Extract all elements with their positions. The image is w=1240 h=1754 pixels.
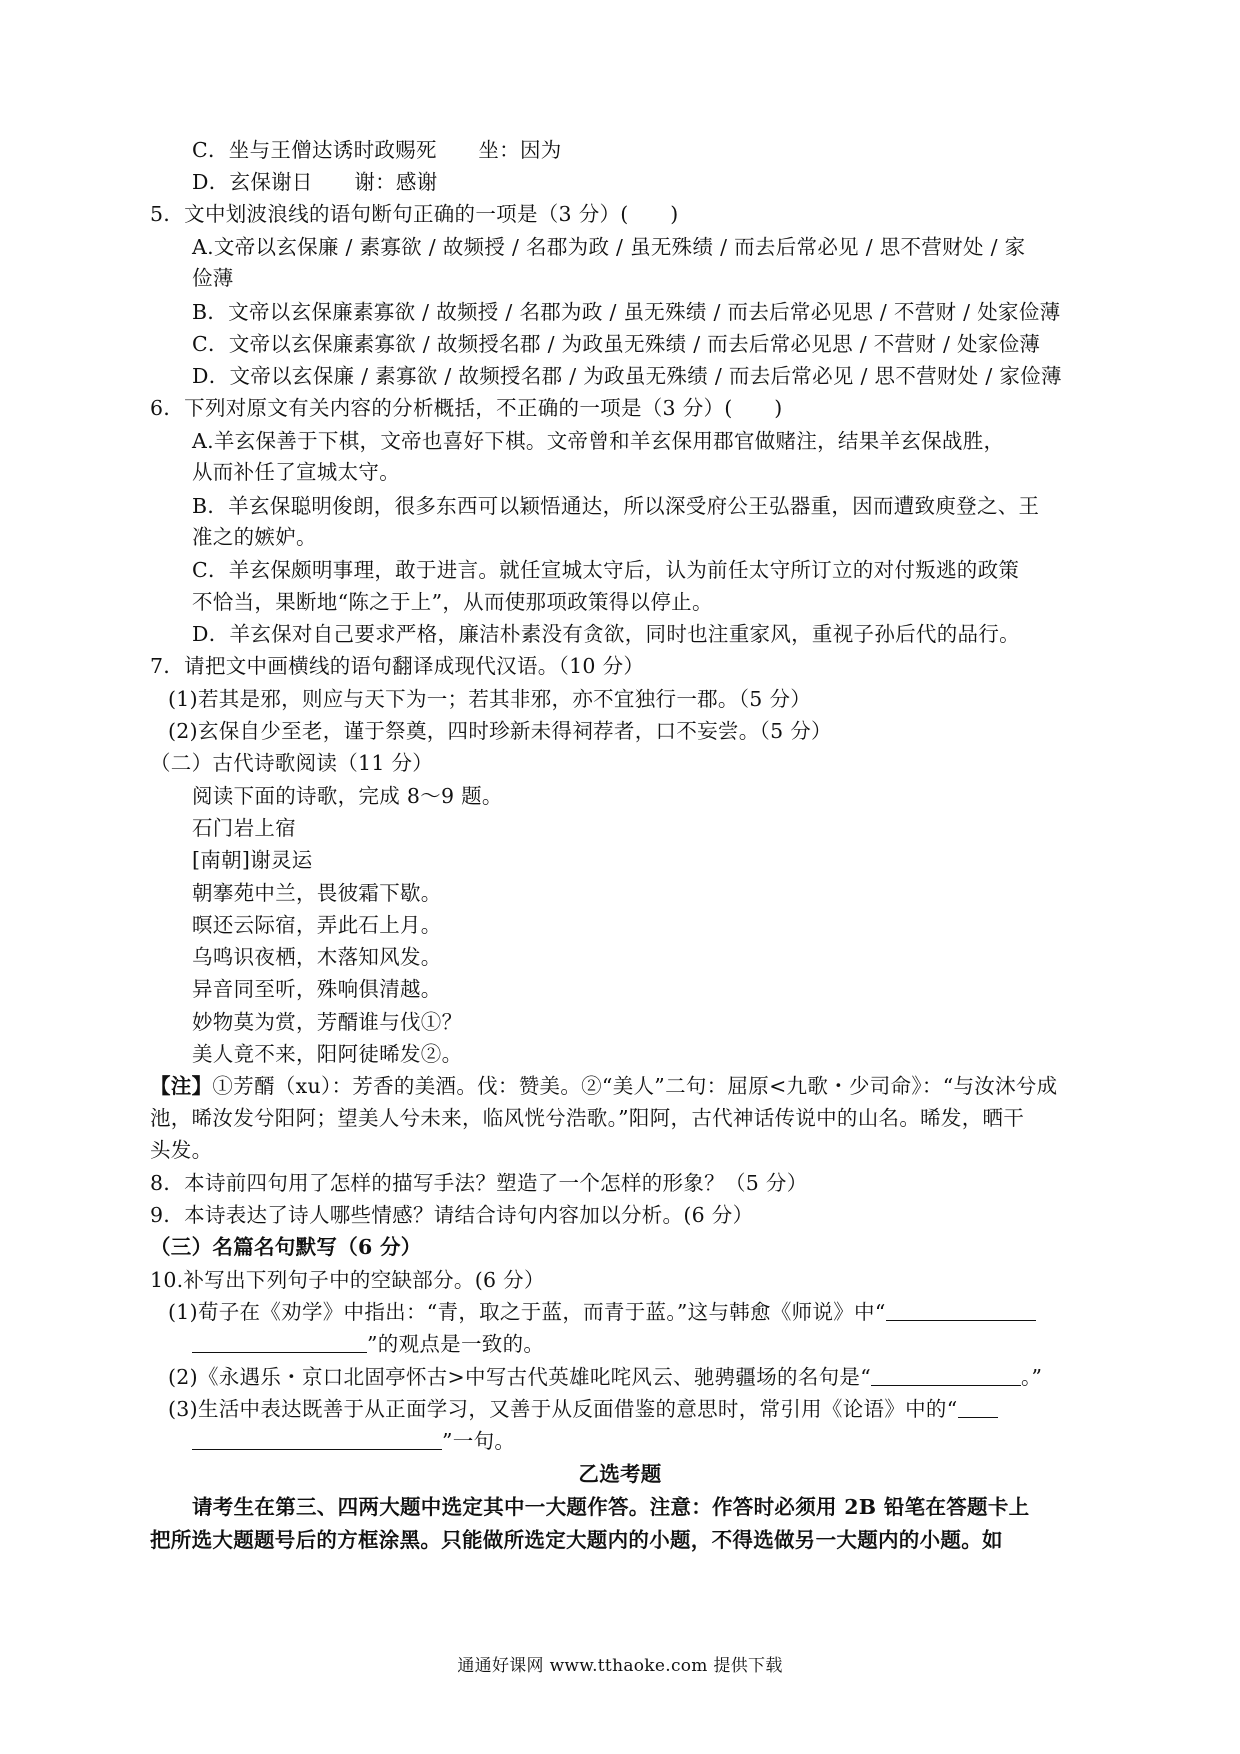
section-2-title: （二）古代诗歌阅读（11 分） [150, 751, 434, 775]
q6-stem: 6．下列对原文有关内容的分析概括，不正确的一项是（3 分）( ) [150, 396, 783, 420]
q10-item-3-line2 [192, 1427, 515, 1455]
poem-intro: 阅读下面的诗歌，完成 8～9 题。 [192, 784, 503, 808]
q10-item-2-text: (2)《永遇乐・京口北固亭怀古>中写古代英雄叱咤风云、驰骋疆场的名句是“ [168, 1365, 871, 1389]
q10-item-1-line1 [168, 1298, 1036, 1326]
q5-option-d: D．文帝以玄保廉 / 素寡欲 / 故频授名郡 / 为政虽无殊绩 / 而去后常必见 / 思不营财处 / 家俭薄 [192, 364, 1062, 388]
q4-option-d: D．玄保谢日 谢：感谢 [192, 170, 438, 194]
q5-stem: 5．文中划波浪线的语句断句正确的一项是（3 分）( ) [150, 202, 679, 226]
q5-option-b: B．文帝以玄保廉素寡欲 / 故频授 / 名郡为政 / 虽无殊绩 / 而去后常必见思 / 不营财 / 处家俭薄 [192, 300, 1061, 324]
page-footer: 通通好课网 www.tthaoke.com 提供下载 [457, 1656, 783, 1676]
poem-title: 石门岩上宿 [192, 816, 296, 840]
note-label: 【注】 [150, 1074, 213, 1098]
poem-note-line2: 池，晞汝发兮阳阿；望美人兮未来，临风恍兮浩歌。”阳阿，古代神话传说中的山名。晞发，晒干 [150, 1106, 1025, 1130]
section-yi-title: 乙选考题 [578, 1462, 662, 1486]
q6-option-b-line1: B．羊玄保聪明俊朗，很多东西可以颖悟通达，所以深受府公王弘器重，因而遭致庾登之、王 [192, 494, 1040, 518]
q6-option-c-line1: C．羊玄保颇明事理，敢于进言。就任宣城太守后，认为前任太守所订立的对付叛逃的政策 [192, 558, 1020, 582]
instruction-line1: 请考生在第三、四两大题中选定其中一大题作答。注意：作答时必须用 2B 铅笔在答题卡上 [192, 1495, 1030, 1519]
q10-item-3-text: (3)生活中表达既善于从正面学习，又善于从反面借鉴的意思时，常引用《论语》中的“ [168, 1397, 958, 1421]
q7-sentence-1: (1)若其是邪，则应与天下为一；若其非邪，亦不宜独行一郡。（5 分） [168, 687, 812, 711]
answer-blank [886, 1300, 1036, 1321]
q9-stem: 9．本诗表达了诗人哪些情感？请结合诗句内容加以分析。(6 分） [150, 1203, 754, 1227]
answer-blank [871, 1365, 1021, 1386]
poem-line: 朝搴苑中兰，畏彼霜下歇。 [192, 881, 442, 905]
q10-stem: 10.补写出下列句子中的空缺部分。(6 分） [150, 1268, 545, 1292]
poem-line: 暝还云际宿，弄此石上月。 [192, 913, 442, 937]
q7-stem: 7．请把文中画横线的语句翻译成现代汉语。（10 分） [150, 654, 645, 678]
answer-blank [958, 1397, 998, 1418]
q10-item-1-line2 [192, 1330, 544, 1358]
q10-item-3-tail: ”一句。 [442, 1429, 516, 1453]
q5-option-a-line1: A.文帝以玄保廉 / 素寡欲 / 故频授 / 名郡为政 / 虽无殊绩 / 而去后常必见 / 思不营财处 / 家 [192, 235, 1026, 259]
poem-note-line1 [150, 1072, 1058, 1100]
section-3-title: （三）名篇名句默写（6 分） [150, 1235, 422, 1259]
poem-line: 异音同至听，殊响俱清越。 [192, 977, 442, 1001]
q10-item-1-text: (1)荀子在《劝学》中指出：“青，取之于蓝，而青于蓝。”这与韩愈《师说》中“ [168, 1300, 886, 1324]
q10-item-3-line1 [168, 1395, 998, 1423]
poem-note-line3: 头发。 [150, 1138, 213, 1162]
q5-option-c: C．文帝以玄保廉素寡欲 / 故频授名郡 / 为政虽无殊绩 / 而去后常必见思 / 不营财 / 处家俭薄 [192, 332, 1041, 356]
poem-line: 乌鸣识夜栖，木落知风发。 [192, 945, 442, 969]
poem-author: [南朝]谢灵运 [192, 848, 313, 872]
answer-blank [192, 1332, 367, 1353]
q10-item-1-tail: ”的观点是一致的。 [367, 1332, 545, 1356]
q8-stem: 8．本诗前四句用了怎样的描写手法？塑造了一个怎样的形象？（5 分） [150, 1171, 808, 1195]
q6-option-d: D．羊玄保对自己要求严格，廉洁朴素没有贪欲，同时也注重家风，重视子孙后代的品行。 [192, 622, 1020, 646]
q4-option-c: C．坐与王僧达诱时政赐死 坐：因为 [192, 138, 562, 162]
poem-line: 妙物莫为赏，芳醑谁与伐①？ [192, 1010, 463, 1034]
q6-option-a-line2: 从而补任了宣城太守。 [192, 460, 400, 484]
answer-blank [192, 1429, 442, 1450]
q10-item-2 [168, 1363, 1042, 1391]
poem-line: 美人竟不来，阳阿徒晞发②。 [192, 1042, 463, 1066]
q5-option-a-line2: 俭薄 [192, 266, 234, 290]
instruction-line2: 把所选大题题号后的方框涂黑。只能做所选定大题内的小题，不得选做另一大题内的小题。如 [150, 1528, 1003, 1552]
q6-option-b-line2: 准之的嫉妒。 [192, 525, 317, 549]
note-text: ①芳醑（xu）：芳香的美酒。伐：赞美。②“美人”二句：屈原<九歌・少司命》：“与汝沐兮成 [212, 1074, 1058, 1098]
q6-option-a-line1: A.羊玄保善于下棋，文帝也喜好下棋。文帝曾和羊玄保用郡官做赌注，结果羊玄保战胜， [192, 429, 1005, 453]
q6-option-c-line2: 不恰当，果断地“陈之于上”，从而使那项政策得以停止。 [192, 590, 713, 614]
q7-sentence-2: (2)玄保自少至老，谨于祭奠，四时珍新未得祠荐者，口不妄尝。（5 分） [168, 719, 832, 743]
q10-item-2-tail: 。” [1021, 1365, 1043, 1389]
